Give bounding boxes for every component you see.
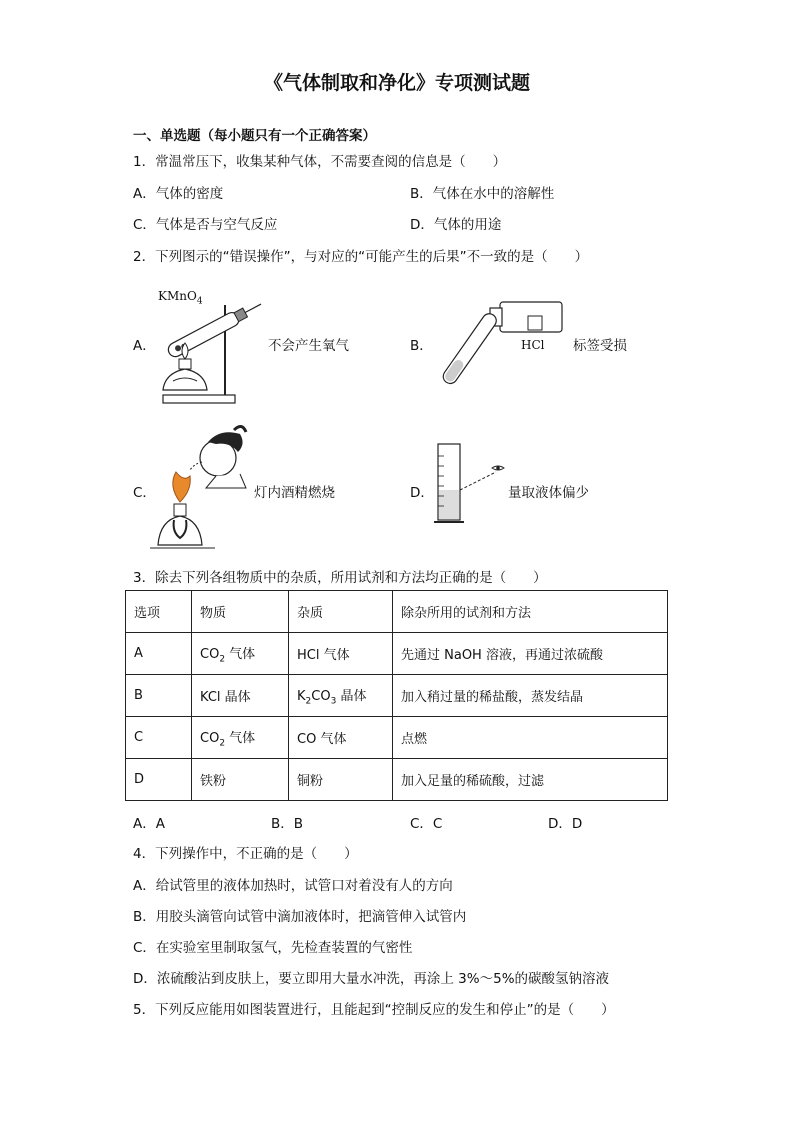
table-cell: D xyxy=(126,759,192,801)
question-4-stem: 4．下列操作中，不正确的是（ ） xyxy=(133,846,358,862)
hcl-pouring-figure xyxy=(430,290,570,390)
table-header-cell: 除杂所用的试剂和方法 xyxy=(393,591,668,633)
question-2-option-a-caption: 不会产生氧气 xyxy=(268,338,349,354)
table-header-row xyxy=(126,591,668,633)
question-3-option-d: D．D xyxy=(548,816,583,832)
table-row xyxy=(126,717,668,759)
table-cell: $K_2CO_3$ 晶体 xyxy=(289,675,393,717)
table-cell: 加入足量的稀硫酸，过滤 xyxy=(393,759,668,801)
kmno4-heating-figure xyxy=(145,285,280,410)
question-1-option-b: B．气体在水中的溶解性 xyxy=(410,186,555,202)
table-row xyxy=(126,675,668,717)
graduated-cylinder-figure xyxy=(430,438,510,533)
table-row xyxy=(126,633,668,675)
question-1-option-a: A．气体的密度 xyxy=(133,186,224,202)
table-cell: $CO_2$ 气体 xyxy=(192,717,289,759)
table-row xyxy=(126,759,668,801)
table-header-cell: 物质 xyxy=(192,591,289,633)
question-4-option-d: D．浓硫酸沾到皮肤上，要立即用大量水冲洗，再涂上 3%～5%的碳酸氢钠溶液 xyxy=(133,971,610,987)
question-3-option-c: C．C xyxy=(410,816,443,832)
question-1-stem: 1．常温常压下，收集某种气体，不需要查阅的信息是（ ） xyxy=(133,154,507,170)
question-2-option-b-caption: 标签受损 xyxy=(573,338,627,354)
question-1-option-d: D．气体的用途 xyxy=(410,217,502,233)
page-title: 《气体制取和净化》专项测试题 xyxy=(263,72,530,94)
alcohol-lamp-figure xyxy=(150,420,255,555)
question-2-option-b-letter: B． xyxy=(410,338,433,354)
table-cell: 先通过 NaOH 溶液，再通过浓硫酸 xyxy=(393,633,668,675)
table-cell: 加入稍过量的稀盐酸，蒸发结晶 xyxy=(393,675,668,717)
table-header-cell: 选项 xyxy=(126,591,192,633)
table-cell: A xyxy=(126,633,192,675)
question-2-option-d-letter: D． xyxy=(410,485,434,501)
question-2-option-c-letter: C． xyxy=(133,485,156,501)
table-cell: 铜粉 xyxy=(289,759,393,801)
table-cell: C xyxy=(126,717,192,759)
question-2-option-c-caption: 灯内酒精燃烧 xyxy=(254,485,335,501)
table-cell: $CO_2$ 气体 xyxy=(192,633,289,675)
table-header-cell: 杂质 xyxy=(289,591,393,633)
section-heading: 一、单选题（每小题只有一个正确答案） xyxy=(133,128,376,144)
question-4-option-c: C．在实验室里制取氢气，先检查装置的气密性 xyxy=(133,940,413,956)
impurity-removal-table xyxy=(125,590,668,801)
table-cell: CO 气体 xyxy=(289,717,393,759)
table-cell: 点燃 xyxy=(393,717,668,759)
hcl-label: HCl xyxy=(521,338,545,352)
question-4-option-a: A．给试管里的液体加热时，试管口对着没有人的方向 xyxy=(133,878,453,894)
table-cell: B xyxy=(126,675,192,717)
question-2-option-d-caption: 量取液体偏少 xyxy=(508,485,589,501)
kmno4-label: KMnO$_4$ xyxy=(158,289,203,307)
question-3-option-a: A．A xyxy=(133,816,165,832)
question-5-stem: 5．下列反应能用如图装置进行，且能起到“控制反应的发生和停止”的是（ ） xyxy=(133,1002,615,1018)
question-2-stem: 2．下列图示的“错误操作”，与对应的“可能产生的后果”不一致的是（ ） xyxy=(133,249,589,265)
question-2-option-a-letter: A． xyxy=(133,338,156,354)
question-3-stem: 3．除去下列各组物质中的杂质，所用试剂和方法均正确的是（ ） xyxy=(133,570,547,586)
table-cell: KCl 晶体 xyxy=(192,675,289,717)
table-cell: HCl 气体 xyxy=(289,633,393,675)
question-4-option-b: B．用胶头滴管向试管中滴加液体时，把滴管伸入试管内 xyxy=(133,909,467,925)
question-1-option-c: C．气体是否与空气反应 xyxy=(133,217,278,233)
question-3-option-b: B．B xyxy=(271,816,304,832)
table-cell: 铁粉 xyxy=(192,759,289,801)
